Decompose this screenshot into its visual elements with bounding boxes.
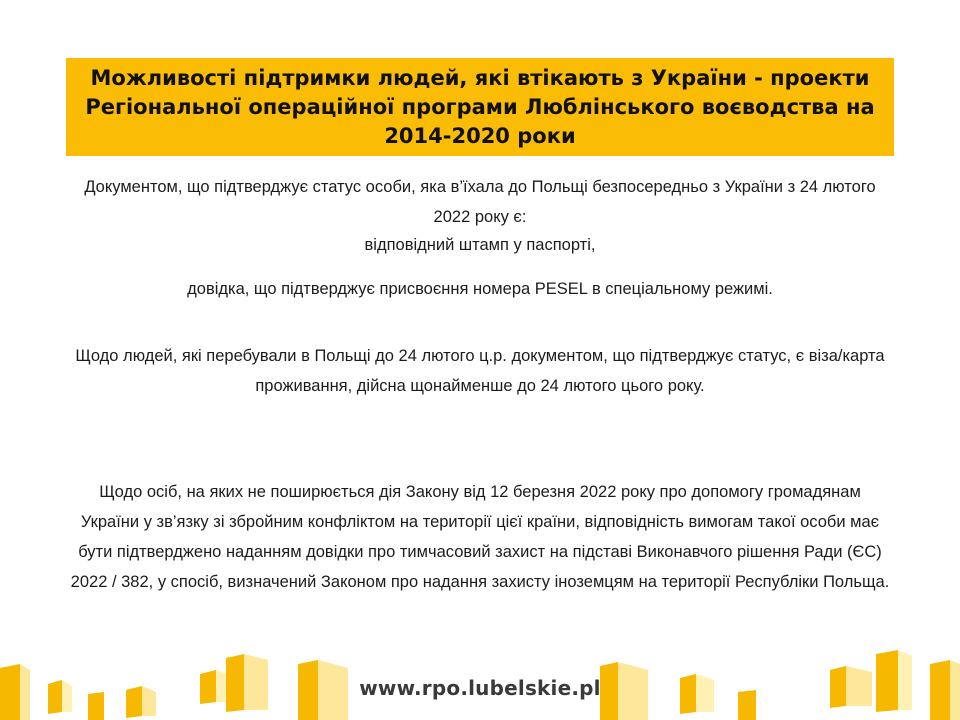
list-item-pesel-certificate: довідка, що підтверджує присвоєння номера PESEL в спеціальному режимі.: [187, 280, 773, 298]
paragraph-temporary-protection: Щодо осіб, на яких не поширюється дія Закону від 12 березня 2022 року про допомогу громадянам України у зв’язку зі збройним конфліктом на території цієї країни, відповідність вимогам такої особи має бути підтверджено наданням довідки про тимчасовий захист на підставі Виконавчого рішення Ради (ЄС) 2022 / 382, у спосіб, визначений Законом про надання захисту іноземцям на території Республіки Польща.: [70, 483, 890, 591]
list-item-passport-stamp: відповідний штамп у паспорті,: [364, 236, 596, 254]
website-url: www.rpo.lubelskie.pl: [359, 676, 601, 700]
slide-title: Можливості підтримки людей, які втікають з України - проекти Регіональної операційної програми Люблінського воєводства на 2014-2020 роки: [85, 65, 875, 148]
paragraph-visa-residence: Щодо людей, які перебували в Польщі до 24 лютого ц.р. документом, що підтверджує статус, є віза/карта проживання, дійсна щонайменше до 24 лютого цього року.: [75, 347, 885, 395]
title-banner: [66, 58, 894, 156]
paragraph-status-document: Документом, що підтверджує статус особи, яка в’їхала до Польщі безпосередньо з України з 24 лютого 2022 року є:: [84, 178, 876, 226]
